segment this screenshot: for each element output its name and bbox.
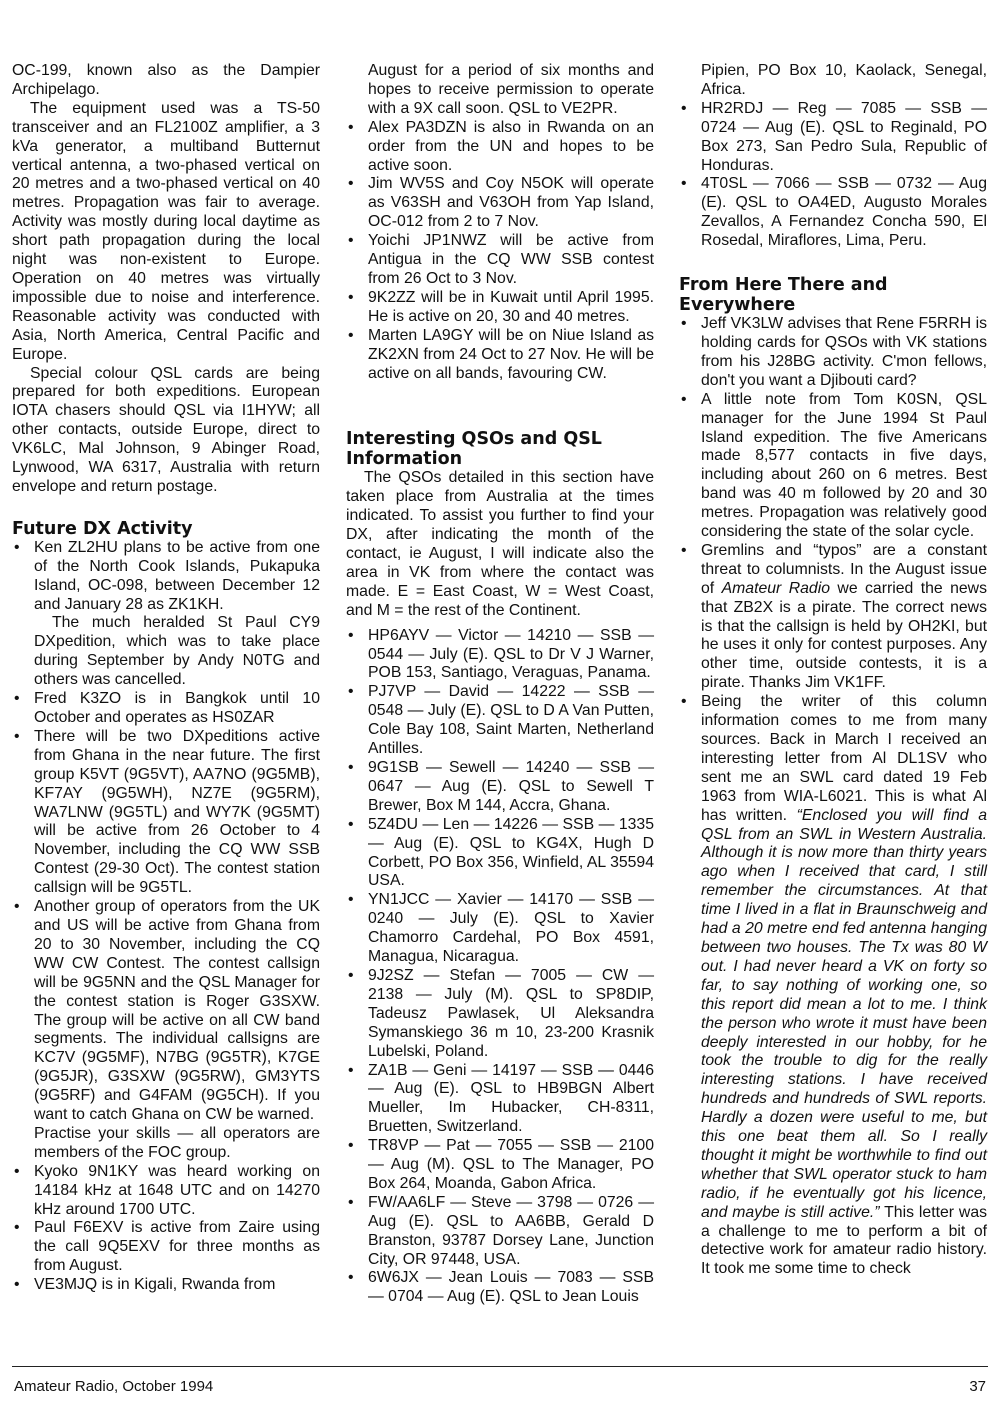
footer-publication: Amateur Radio, October 1994 (14, 1378, 214, 1395)
list-item: • Ken ZL2HU plans to be active from one of the North Cook Islands, Pukapuka Island, OC-098, between December 12 and January 28 as ZK1KH. (12, 539, 320, 615)
list-item: • Alex PA3DZN is also in Rwanda on an order from the UN and hopes to be active soon. (346, 119, 654, 176)
text-run: we carried the news that ZB2X is a pirate. The correct news is that the callsign is held by OH2KI, but he uses it only for contest purposes. Any other time, outside contests, it is a pirate. Thanks Jim VK1FF. (701, 579, 987, 692)
paragraph: The equipment used was a TS-50 transceiver and an FL2100Z amplifier, a 3 kVa generator, a multiband Butternut vertical antenna, a two-phased vertical on 20 metres and a two-phased vertical on 40 metres. Propagation was fair to average. Activity was mostly during local daytime as short path propagation during the local night was non-existent to Europe. Operation on 40 metres was virtually impossible due to noise and interference. Reasonable activity was conducted with Asia, North America, Central Pacific and Europe. (12, 99, 320, 363)
list-item: • TR8VP — Pat — 7055 — SSB — 2100 — Aug (M). QSL to The Manager, PO Box 264, Moanda, Gabon Africa. (346, 1137, 654, 1194)
list-item: • Paul F6EXV is active from Zaire using the call 9Q5EXV for three months as from August. (12, 1219, 320, 1276)
list-item: • 5Z4DU — Len — 14226 — SSB — 1335 — Aug (E). QSL to KG4X, Hugh D Corbett, PO Box 356, Winfield, AL 35594 USA. (346, 816, 654, 892)
text-run: Being the writer of this column information comes to me from many sources. Back in March I received an interesting letter from Al DL1SV who sent me an SWL card dated 19 Feb 1963 from WIA-L6021. This is what Al has written. (701, 693, 987, 824)
section-heading-interesting-qsos: Interesting QSOs and QSL Information (346, 429, 602, 470)
list-item: • 4T0SL — 7066 — SSB — 0732 — Aug (E). QSL to OA4ED, Augusto Morales Zevallos, A Fernandez Concha 590, El Rosedal, Miraflores, Lima, Peru. (679, 175, 987, 251)
list-item: • Fred K3ZO is in Bangkok until 10 October and operates as HS0ZAR (12, 690, 320, 728)
list-item-continuation: The much heralded St Paul CY9 DXpedition, which was to take place during September by Andy N0TG and others was cancelled. (34, 614, 320, 689)
list-item: • There will be two DXpeditions active from Ghana in the near future. The first group K5VT (9G5VT), AA7NO (9G5MB), KF7AY (9G5WH), NZ7E (9G5RM), WA7LNW (9G5TL) and WY7K (9G5MT) will be active from 26 October to 4 November, including the CQ WW SSB Contest (29-30 Oct). The contest station callsign will be 9G5TL. (12, 728, 320, 898)
list-item: • HR2RDJ — Reg — 7085 — SSB — 0724 — Aug (E). QSL to Reginald, PO Box 273, San Pedro Sula, Republic of Honduras. (679, 100, 987, 176)
qso-list-continued (679, 62, 987, 251)
list-item-continuation: August for a period of six months and hopes to receive permission to operate with a 9X call soon. QSL to VE2PR. (368, 62, 654, 117)
list-item: • HP6AYV — Victor — 14210 — SSB — 0544 — July (E). QSL to Dr V J Warner, POB 153, Santiago, Veraguas, Panama. (346, 627, 654, 684)
list-item: • YN1JCC — Xavier — 14170 — SSB — 0240 — July (E). QSL to Xavier Chamorro Cardehal, PO Box 4591, Managua, Nicaragua. (346, 891, 654, 967)
list-item: • 9J2SZ — Stefan — 7005 — CW — 2138 — July (M). QSL to SP8DIP, Tadeusz Pawlasek, Ul Aleksandra Symanskiego 36 m 10, 23-200 Krasnik Lubelski, Poland. (346, 967, 654, 1062)
list-item: • Jim WV5S and Coy N5OK will operate as V63SH and V63OH from Yap Island, OC-012 from 2 to 7 Nov. (346, 175, 654, 232)
future-dx-list-continued (346, 62, 654, 383)
magazine-title: Amateur Radio (721, 579, 830, 597)
quoted-letter: “Enclosed you will find a QSL from an SWL in Western Australia. Although it is now more than thirty years ago when I received that card, I still remember the circumstances. At that time I lived in a flat in Braunschweig and had a 20 metre end fed antenna hanging between two houses. The Tx was 80 W out. I had never heard a VK on forty so far, to say nothing of working one, so this report did mean a lot to me. I think the person who wrote it must have been deeply interested in our hobby, for he took the trouble to dig for the really interesting stations. I have received hundreds and hundreds of SWL reports. Hardly a dozen were useful to me, but this one beat them all. So I really thought it might be worthwhile to find out whether that SWL operator stuck to ham radio, if he eventually got his licence, and maybe is still active.” (701, 806, 987, 1221)
list-item: • ZA1B — Geni — 14197 — SSB — 0446 — Aug (E). QSL to HB9BGN Albert Mueller, Im Hubacker, CH-8311, Bruetten, Switzerland. (346, 1062, 654, 1138)
list-item-continuation: Practise your skills — all operators are members of the FOC group. (34, 1124, 320, 1161)
list-item: • 9G1SB — Sewell — 14240 — SSB — 0647 — Aug (E). QSL to Sewell T Brewer, Box M 144, Accra, Ghana. (346, 759, 654, 816)
paragraph: The QSOs detailed in this section have taken place from Australia at the times indicated. To assist you further to find your DX, after indicating the month of the contact, ie August, I will indicate also the area in VK from where the contact was made. E = East Coast, W = West Coast, and M = the rest of the Continent. (346, 469, 654, 619)
list-item: • Another group of operators from the UK and US will be active from Ghana from 20 to 30 November, including the CQ WW CW Contest. The contest callsign will be 9G5NN and the QSL Manager for the contest station is Roger G3SXW. The group will be active on all CW band segments. The individual callsigns are KC7V (9G5MF), N7BG (9G5TR), K7GE (9G5JR), G3SXW (9G5RW), GM3YTS (9G5RF) and G4FAM (9G5CH). If you want to catch Ghana on CW be warned. (12, 898, 320, 1125)
future-dx-list (12, 539, 320, 1295)
text-run: Gremlins and “typos” are a constant threat to columnists. In the August issue of (701, 541, 987, 597)
paragraph: Special colour QSL cards are being prepared for both expeditions. European IOTA chasers should QSL via I1HYW; all other contacts, outside Europe, direct to VK6LC, Mal Johnson, 9 Abinger Road, Lynwood, WA 6317, Australia with return envelope and return postage. (12, 364, 320, 495)
list-item (679, 542, 987, 693)
list-item: • Jeff VK3LW advises that Rene F5RRH is holding cards for QSOs with VK stations from his J28BG activity. C'mon fellows, don't you want a Djibouti card? (679, 315, 987, 391)
column-3 (679, 62, 987, 1279)
list-item: • Kyoko 9N1KY was heard working on 14184 kHz at 1648 UTC and on 14270 kHz around 1700 UTC. (12, 1163, 320, 1220)
list-item: • FW/AA6LF — Steve — 3798 — 0726 — Aug (E). QSL to AA6BB, Gerald D Branston, 93787 Dorsey Lane, Junction City, OR 97448, USA. (346, 1194, 654, 1270)
page-number: 37 (969, 1378, 986, 1395)
column-2 (346, 62, 654, 1307)
list-item: • 6W6JX — Jean Louis — 7083 — SSB — 0704 — Aug (E). QSL to Jean Louis (346, 1269, 654, 1307)
footer-rule (12, 1366, 988, 1367)
list-item: • Yoichi JP1NWZ will be active from Antigua in the CQ WW SSB contest from 26 Oct to 3 Nov. (346, 232, 654, 289)
text-run: This letter was a challenge to me to perform a bit of detective work for amateur radio history. It took me some time to check (701, 1203, 988, 1278)
list-item (679, 693, 987, 1279)
from-here-list (679, 315, 987, 1279)
column-1 (12, 62, 320, 1295)
section-heading-from-here-there: From Here There and Everywhere (679, 275, 888, 316)
list-item: • Marten LA9GY will be on Niue Island as ZK2XN from 24 Oct to 27 Nov. He will be active on all bands, favouring CW. (346, 327, 654, 384)
qso-list (346, 627, 654, 1308)
paragraph: OC-199, known also as the Dampier Archipelago. (12, 62, 320, 98)
list-item: • 9K2ZZ will be in Kuwait until April 1995. He is active on 20, 30 and 40 metres. (346, 289, 654, 327)
list-item-continuation: Pipien, PO Box 10, Kaolack, Senegal, Africa. (701, 62, 987, 98)
list-item: • A little note from Tom K0SN, QSL manager for the June 1994 St Paul Island expedition. The five Americans made 8,577 contacts in five days, including about 260 on 6 metres. Best band was 40 m followed by 20 and 30 metres. Propagation was relatively good considering the state of the solar cycle. (679, 391, 987, 542)
list-item: • PJ7VP — David — 14222 — SSB — 0548 — July (E). QSL to D A Van Putten, Cole Bay 108, Saint Marten, Netherland Antilles. (346, 683, 654, 759)
section-heading-future-dx: Future DX Activity (12, 518, 193, 539)
list-item: • VE3MJQ is in Kigali, Rwanda from (12, 1276, 320, 1295)
